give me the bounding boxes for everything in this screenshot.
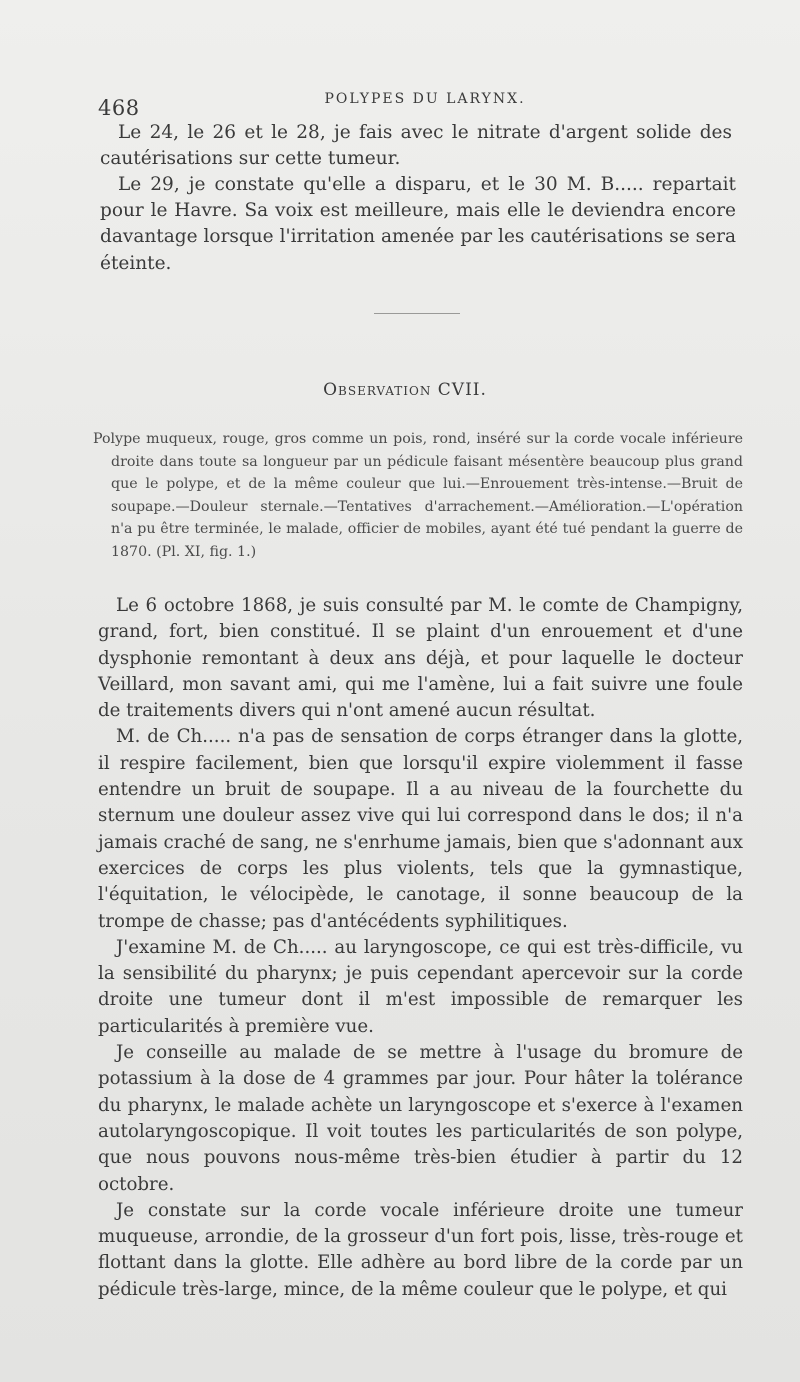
section-divider (374, 313, 460, 314)
paragraph-laryngoscope: J'examine M. de Ch..... au laryngoscope, ce qui est très-difficile, vu la sensibilité du pharynx; je puis cependant apercevoir sur la corde droite une tumeur dont il m'est impossible de remarquer les particularités à première vue. (98, 936, 743, 1037)
paragraph-treatment: Je conseille au malade de se mettre à l'usage du bromure de potassium à la dose de 4 grammes par jour. Pour hâter la tolérance du pharynx, le malade achète un laryngoscope et s'exerce à l'examen autolaryngoscopique. Il voit toutes les particularités de son polype, que nous pouvons nous-même très-bien étudier à partir du 12 octobre. (98, 1042, 743, 1195)
observation-body (98, 593, 743, 1303)
paragraph-cauterisations: Le 24, le 26 et le 28, je fais avec le nitrate d'argent solide des cautérisations sur cette tumeur. (100, 122, 732, 170)
observation-summary: Polype muqueux, rouge, gros comme un pois, rond, inséré sur la corde vocale inférieure droite dans toute sa longueur par un pédicule faisant mésentère beaucoup plus grand que le polype, et de la même couleur que lui.—Enrouement très-intense.—Bruit de soupape.—Douleur sternale.—Tentatives d'arrachement.—Amélioration.—L'opération n'a pu être terminée, le malade, officier de mobiles, ayant été tué pendant la guerre de 1870. (Pl. XI, fig. 1.) (93, 431, 743, 560)
paragraph-departure: Le 29, je constate qu'elle a disparu, et le 30 M. B..... repartait pour le Havre. Sa voix est meilleure, mais elle le deviendra encore davantage lorsque l'irritation amenée par les cautérisations se sera éteinte. (100, 174, 736, 274)
page-number: 468 (98, 96, 140, 120)
running-title: POLYPES DU LARYNX. (324, 91, 526, 107)
paragraph-consultation: Le 6 octobre 1868, je suis consulté par M. le comte de Champigny, grand, fort, bien constitué. Il se plaint d'un enrouement et d'une dysphonie remontant à deux ans déjà, et pour laquelle le docteur Veillard, mon savant ami, qui me l'amène, lui a fait suivre une foule de traitements divers qui n'ont amené aucun résultat. (98, 595, 743, 722)
paragraph-tumour-description: Je constate sur la corde vocale inférieure droite une tumeur muqueuse, arrondie, de la grosseur d'un fort pois, lisse, très-rouge et flottant dans la glotte. Elle adhère au bord libre de la corde par un pédicule très-large, mince, de la même couleur que le polype, et qui (98, 1199, 743, 1300)
observation-title: Observation CVII. (323, 380, 487, 400)
paragraph-symptoms: M. de Ch..... n'a pas de sensation de corps étranger dans la glotte, il respire facilement, bien que lorsqu'il expire violemment il fasse entendre un bruit de soupape. Il a au niveau de la fourchette du sternum une douleur assez vive qui lui correspond dans le dos; il n'a jamais craché de sang, ne s'enrhume jamais, bien que s'adonnant aux exercices de corps les plus violents, tels que la gymnastique, l'équitation, le vélocipède, le canotage, il sonne beaucoup de la trompe de chasse; pas d'antécédents syphilitiques. (98, 726, 743, 932)
